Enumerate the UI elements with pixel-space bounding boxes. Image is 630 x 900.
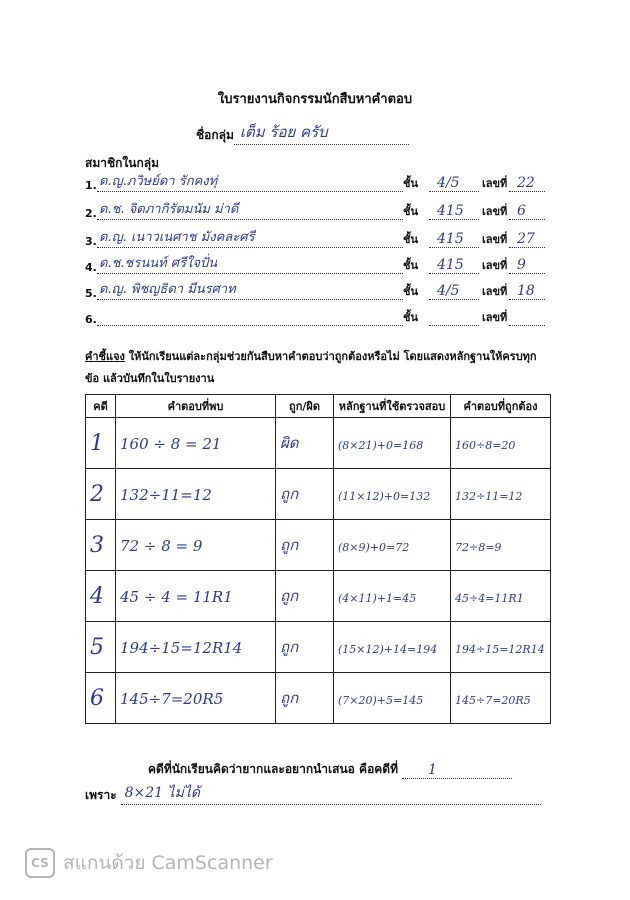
header-true-false: ถูก/ผิด (276, 395, 334, 418)
class-label: ชั้น (403, 205, 418, 218)
true-false-cell (276, 469, 334, 520)
true-false: ผิด (280, 434, 299, 452)
number-label: เลขที่ (482, 233, 508, 246)
found-answer: 45 ÷ 4 = 11R1 (120, 587, 233, 606)
found-answer-cell (116, 469, 276, 520)
true-false-cell (276, 520, 334, 571)
case-table (85, 394, 551, 724)
evidence-cell (334, 520, 451, 571)
class-label: ชั้น (403, 177, 418, 190)
evidence-cell (334, 622, 451, 673)
class-field (429, 255, 479, 274)
correct-answer: 160÷8=20 (455, 438, 516, 452)
case-number: 3 (90, 532, 104, 558)
member-no: 22 (517, 175, 535, 191)
member-name: ด.ช. จิตภากิรัตมนัม ม่าดี (99, 202, 239, 217)
members-heading: สมาชิกในกลุ่ม (85, 156, 159, 170)
header-found-answer: คำตอบที่พบ (116, 395, 276, 418)
case-number-cell (86, 520, 116, 571)
class-field (429, 201, 479, 220)
table-row (86, 571, 551, 622)
class-label: ชั้น (403, 233, 418, 246)
true-false: ถูก (280, 536, 299, 554)
member-row (85, 172, 545, 194)
case-number: 1 (90, 430, 104, 456)
true-false-cell (276, 622, 334, 673)
correct-answer: 45÷4=11R1 (455, 591, 524, 605)
number-field (509, 201, 545, 220)
class-field (429, 307, 479, 326)
number-field (509, 173, 545, 192)
member-name: ด.ญ.ภวิษย์ดา รักคงทุ่ (99, 174, 218, 189)
number-label: เลขที่ (482, 311, 508, 324)
true-false-cell (276, 571, 334, 622)
correct-answer: 194÷15=12R14 (455, 642, 545, 656)
true-false: ถูก (280, 689, 299, 707)
member-number: 4. (85, 261, 97, 274)
instruction-label: คำชี้แจง (85, 350, 125, 363)
case-number-cell (86, 622, 116, 673)
member-number: 5. (85, 287, 97, 300)
member-number: 6. (85, 313, 97, 326)
found-answer-cell (116, 622, 276, 673)
header-correct-answer: คำตอบที่ถูกต้อง (451, 395, 551, 418)
member-number: 2. (85, 207, 97, 220)
member-class: 4/5 (437, 283, 460, 299)
correct-answer: 145÷7=20R5 (455, 693, 531, 707)
group-name-value: เต็ม ร้อย ครับ (239, 123, 328, 141)
class-label: ชั้น (403, 311, 418, 324)
evidence-cell (334, 469, 451, 520)
header-case: คดี (86, 395, 116, 418)
group-name-row (196, 123, 409, 145)
correct-answer-cell (451, 673, 551, 724)
found-answer-cell (116, 418, 276, 469)
table-header-row (86, 395, 551, 418)
evidence: (7×20)+5=145 (338, 693, 424, 707)
correct-answer: 132÷11=12 (455, 489, 523, 503)
evidence: (11×12)+0=132 (338, 489, 431, 503)
found-answer: 132÷11=12 (120, 485, 212, 504)
correct-answer-cell (451, 622, 551, 673)
class-label: ชั้น (403, 285, 418, 298)
evidence: (15×12)+14=194 (338, 642, 438, 656)
member-row (85, 280, 545, 302)
case-number: 2 (90, 481, 104, 507)
evidence-cell (334, 418, 451, 469)
case-number-cell (86, 673, 116, 724)
evidence: (8×21)+0=168 (338, 438, 424, 452)
found-answer: 145÷7=20R5 (120, 689, 224, 708)
member-number: 1. (85, 179, 97, 192)
case-number-cell (86, 571, 116, 622)
correct-answer-cell (451, 418, 551, 469)
hardest-case-field (402, 762, 512, 779)
member-name-field (97, 229, 403, 248)
true-false-cell (276, 673, 334, 724)
member-name: ด.ช.ชรนนท์ ศรีใจปั่น (99, 256, 218, 271)
number-field (509, 307, 545, 326)
camscanner-watermark (25, 848, 273, 878)
member-row (85, 306, 545, 328)
watermark-text: สแกนด้วย CamScanner (63, 852, 273, 874)
member-row (85, 200, 545, 222)
member-row (85, 228, 545, 250)
member-class: 415 (437, 203, 464, 219)
member-class: 415 (437, 231, 464, 247)
reason-value: 8×21 ไม่ได้ (124, 785, 200, 801)
reason-field (121, 785, 541, 805)
evidence-cell (334, 673, 451, 724)
class-label: ชั้น (403, 259, 418, 272)
correct-answer: 72÷8=9 (455, 540, 502, 554)
case-number-cell (86, 469, 116, 520)
case-number: 4 (90, 583, 104, 609)
found-answer: 72 ÷ 8 = 9 (120, 536, 203, 555)
found-answer-cell (116, 571, 276, 622)
header-evidence: หลักฐานที่ใช้ตรวจสอบ (334, 395, 451, 418)
class-field (429, 173, 479, 192)
found-answer-cell (116, 673, 276, 724)
member-name-field (97, 173, 403, 192)
hardest-case-row (148, 760, 512, 779)
member-row (85, 254, 545, 276)
member-name-field (97, 281, 403, 300)
case-number: 6 (90, 685, 104, 711)
found-answer-cell (116, 520, 276, 571)
evidence: (8×9)+0=72 (338, 540, 410, 554)
class-field (429, 229, 479, 248)
found-answer: 194÷15=12R14 (120, 638, 243, 657)
member-class: 4/5 (437, 175, 460, 191)
correct-answer-cell (451, 571, 551, 622)
correct-answer-cell (451, 469, 551, 520)
instructions (85, 346, 550, 390)
member-class: 415 (437, 257, 464, 273)
member-no: 18 (517, 283, 535, 299)
case-number-cell (86, 418, 116, 469)
member-name-field (97, 307, 403, 326)
true-false: ถูก (280, 587, 299, 605)
member-name-field (97, 201, 403, 220)
true-false: ถูก (280, 638, 299, 656)
group-name-label: ชื่อกลุ่ม (196, 128, 234, 142)
member-number: 3. (85, 235, 97, 248)
number-field (509, 255, 545, 274)
number-label: เลขที่ (482, 205, 508, 218)
number-field (509, 229, 545, 248)
camscanner-logo-icon: CS (25, 848, 55, 878)
member-name-field (97, 255, 403, 274)
class-field (429, 281, 479, 300)
group-name-field (234, 123, 409, 145)
table-row (86, 673, 551, 724)
found-answer: 160 ÷ 8 = 21 (120, 434, 222, 453)
evidence: (4×11)+1=45 (338, 591, 417, 605)
reason-row (85, 786, 541, 805)
number-label: เลขที่ (482, 259, 508, 272)
member-name: ด.ญ. พิชญธิดา มีนรศาท (99, 282, 236, 297)
hardest-case-label: คดีที่นักเรียนคิดว่ายากและอยากนำเสนอ คือคดีที่ (148, 762, 399, 776)
table-row (86, 418, 551, 469)
member-no: 9 (517, 257, 526, 273)
true-false-cell (276, 418, 334, 469)
instruction-text: ให้นักเรียนแต่ละกลุ่มช่วยกันสืบหาคำตอบว่าถูกต้องหรือไม่ โดยแสดงหลักฐานให้ครบทุกข้อ แล้วบันทึกในใบรายงาน (85, 350, 537, 385)
correct-answer-cell (451, 520, 551, 571)
evidence-cell (334, 571, 451, 622)
member-no: 27 (517, 231, 535, 247)
true-false: ถูก (280, 485, 299, 503)
member-name: ด.ญ. เนาวเนศาช มังคละศรี (99, 230, 255, 245)
table-row (86, 520, 551, 571)
case-number: 5 (90, 634, 104, 660)
number-label: เลขที่ (482, 285, 508, 298)
table-row (86, 469, 551, 520)
table-row (86, 622, 551, 673)
hardest-case-value: 1 (428, 762, 437, 778)
reason-label: เพราะ (85, 788, 117, 802)
page-title: ใบรายงานกิจกรรมนักสืบหาคำตอบ (217, 92, 413, 107)
number-label: เลขที่ (482, 177, 508, 190)
number-field (509, 281, 545, 300)
member-no: 6 (517, 203, 526, 219)
